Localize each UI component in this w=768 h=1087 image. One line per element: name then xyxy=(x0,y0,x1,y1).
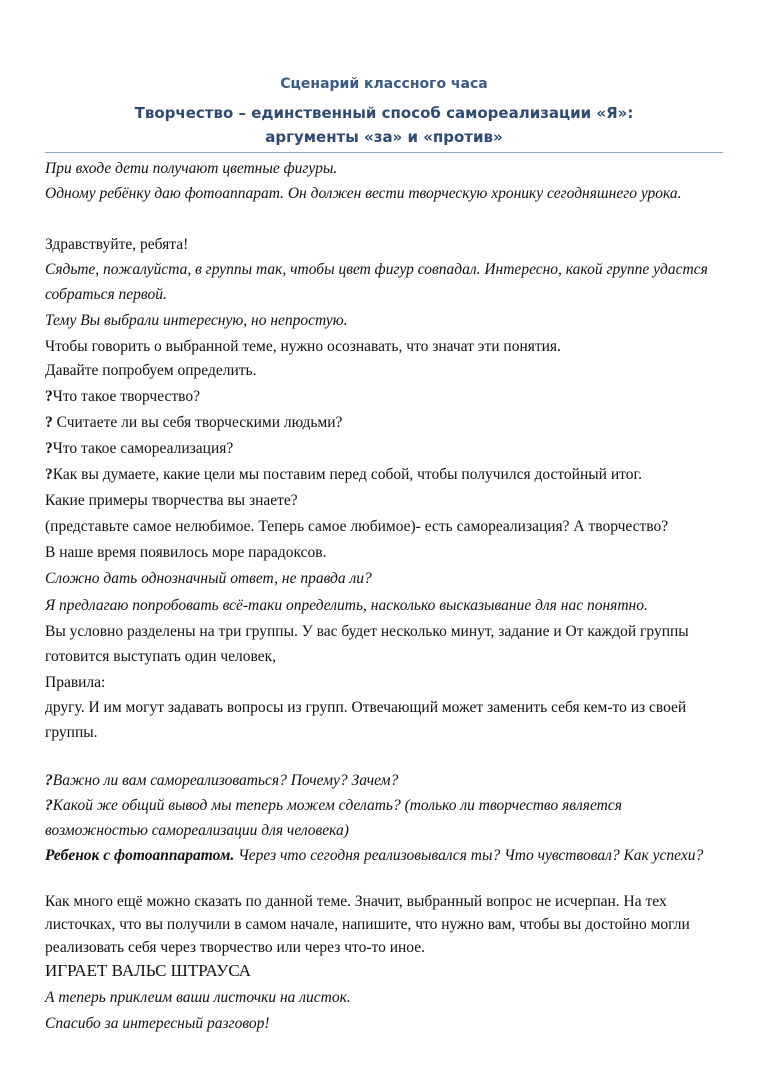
document-title-line2: аргументы «за» и «против» xyxy=(265,128,503,146)
paragraph: Правила: xyxy=(45,674,106,691)
paragraph: Давайте попробуем определить. xyxy=(45,362,257,379)
paragraph: Спасибо за интересный разговор! xyxy=(45,1015,270,1032)
paragraph: другу. И им могут задавать вопросы из групп. Отвечающий может заменить себя кем-то из своей группы. xyxy=(45,699,687,741)
question-item xyxy=(45,462,735,487)
paragraph: Сядьте, пожалуйста, в группы так, чтобы цвет фигур совпадал. Интересно, какой группе удастся собраться первой. xyxy=(45,261,708,303)
photographer-note xyxy=(45,843,715,868)
question-item xyxy=(45,768,735,793)
paragraph: Одному ребёнку даю фотоаппарат. Он должен вести творческую хронику сегодняшнего урока. xyxy=(45,185,682,202)
question-mark: ? xyxy=(45,414,53,431)
paragraph: ИГРАЕТ ВАЛЬС ШТРАУСА xyxy=(45,961,252,980)
paragraph: Вы условно разделены на три группы. У вас будет несколько минут, задание и От каждой группы готовится выступать один человек, xyxy=(45,623,689,665)
question-mark: ? xyxy=(45,772,53,789)
question-text: Что такое творчество? xyxy=(52,388,200,405)
question-text: Что такое самореализация? xyxy=(52,440,234,457)
paragraph: Тему Вы выбрали интересную, но непростую. xyxy=(45,312,348,329)
paragraph: Какие примеры творчества вы знаете? xyxy=(45,492,298,509)
paragraph: (представьте самое нелюбимое. Теперь самое любимое)- есть самореализация? А творчество? xyxy=(45,518,669,535)
title-divider xyxy=(45,152,723,153)
paragraph: Сложно дать однозначный ответ, не правда ли? xyxy=(45,570,372,587)
question-item xyxy=(45,410,735,435)
paragraph: В наше время появилось море парадоксов. xyxy=(45,544,327,561)
question-item xyxy=(45,384,735,409)
question-item xyxy=(45,793,710,843)
paragraph: При входе дети получают цветные фигуры. xyxy=(45,160,338,177)
question-text: Важно ли вам самореализоваться? Почему? Зачем? xyxy=(52,772,399,789)
question-item xyxy=(45,436,735,461)
paragraph: Как много ещё можно сказать по данной теме. Значит, выбранный вопрос не исчерпан. На тех листочках, что вы получили в самом начале, напишите, что нужно вам, чтобы вы достойно могли реализовать себя через творчество или через что-то иное. xyxy=(45,893,690,956)
paragraph: Чтобы говорить о выбранной теме, нужно осознавать, что значат эти понятия. xyxy=(45,338,561,355)
question-mark: ? xyxy=(45,388,53,405)
paragraph: Я предлагаю попробовать всё-таки определить, насколько высказывание для нас понятно. xyxy=(45,597,648,614)
paragraph: А теперь приклеим ваши листочки на листок. xyxy=(45,989,351,1006)
photographer-label: Ребенок с фотоаппаратом. xyxy=(45,847,235,864)
photographer-questions: Через что сегодня реализовывался ты? Что чувствовал? Как успехи? xyxy=(234,847,704,864)
question-mark: ? xyxy=(45,466,53,483)
question-mark: ? xyxy=(45,797,53,814)
paragraph: Здравствуйте, ребята! xyxy=(45,236,189,253)
document-heading: Сценарий классного часа xyxy=(280,76,488,92)
question-mark: ? xyxy=(45,440,53,457)
question-text: Как вы думаете, какие цели мы поставим перед собой, чтобы получился достойный итог. xyxy=(52,466,642,483)
document-title: Творчество – единственный способ самореализации «Я»: xyxy=(134,104,634,122)
question-text: Какой же общий вывод мы теперь можем сделать? (только ли творчество является возможностью самореализации для человека) xyxy=(45,797,622,839)
question-text: Считаете ли вы себя творческими людьми? xyxy=(52,414,343,431)
